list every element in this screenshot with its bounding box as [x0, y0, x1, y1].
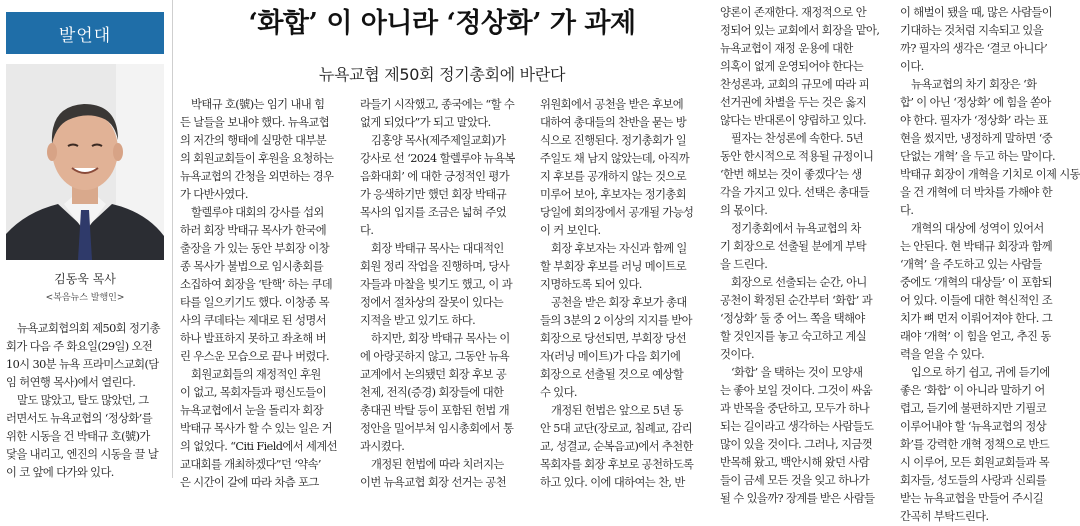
article-text-line: 뉴욕교협의 차기 회장은 ‘화: [911, 78, 1037, 91]
article-text-line: 은 시간이 갈에 따라 차츰 포그: [180, 476, 319, 489]
author-name: 김동욱 목사: [54, 272, 116, 286]
article-text-line: 양론이 존재한다. 재정적으로 안: [720, 6, 867, 19]
article-text-line: ‘개혁’ 을 주도하고 있는 사람들: [900, 258, 1042, 271]
article-text-line: 현을 썼지만, 냉정하게 말하면 ‘중: [900, 132, 1053, 145]
article-column-4: [540, 96, 704, 492]
article-text-line: 교, 성결교, 순복음교)에서 추천한: [540, 440, 693, 453]
article-text-line: 이 해벌이 됐을 때, 많은 사람들이: [900, 6, 1053, 19]
article-column-6: [900, 4, 1080, 526]
article-text-line: 다.: [360, 224, 374, 237]
article-text-line: 박태규 호(號)는 임기 내내 힘: [191, 98, 325, 111]
article-text-line: 반목해 왔고, 백안시해 왔던 사람: [720, 456, 870, 469]
article-text-line: 동안 한시적으로 적용될 규정이니: [720, 150, 874, 163]
article-text-line: 화’를 강력한 개혁 정책으로 반드: [900, 438, 1050, 451]
author-portrait: [6, 64, 164, 260]
article-text-line: 간곡히 부탁드린다.: [900, 510, 989, 523]
article-text-line: 김홍양 목사(제주제일교회)가: [371, 134, 506, 147]
article-text-line: 개혁의 대상에 성역이 있어서: [911, 222, 1044, 235]
article-text-line: 10시 30분 뉴욕 프라미스교회(담: [6, 358, 159, 371]
article-text-line: 정에서 절차상의 잘못이 있다는: [360, 296, 504, 309]
article-text-line: 에 아랑곳하지 않고, 그동안 뉴욕: [360, 350, 510, 363]
article-text-line: 하나 발표하지 못하고 좌초해 버: [180, 332, 327, 345]
article-text-line: 정기총회에서 뉴욕교협의 차: [731, 222, 861, 235]
article-text-line: 는 안된다. 현 박태규 회장과 함께: [900, 240, 1053, 253]
article-text-line: 의 없었다. “Citi Field에서 세계선: [180, 440, 337, 453]
article-text-line: 기 회장으로 선출될 분에게 부탁: [720, 240, 867, 253]
article-text-line: 미루어 보아, 후보자는 정기총회: [540, 188, 687, 201]
article-text-line: 임 허연행 목사)에서 열린다.: [6, 376, 136, 389]
article-text-line: 어 있다. 이들에 대한 혁신적인 조: [900, 294, 1053, 307]
article-text-line: 야 한다. 필자가 ‘정상화’ 라는 표: [900, 114, 1048, 127]
column-divider: [172, 0, 173, 478]
article-text-line: 과시켰다.: [360, 440, 405, 453]
headline: ‘화합’ 이 아니라 ‘정상화’ 가 과제: [248, 8, 636, 39]
article-text-line: 할 부회장 후보를 러닝 메이트로: [540, 260, 687, 273]
article-text-line: 될 수 있을까? 장계를 받은 사람들: [720, 492, 875, 505]
article-text-line: 뉴욕교협의 간청을 외면하는 경우: [180, 170, 334, 183]
article-text-line: 이 없고, 목회자들과 평신도들이: [180, 386, 327, 399]
article-text-line: 래야 ‘개혁’ 이 힘을 얻고, 추진 동: [900, 330, 1051, 343]
article-text-line: 라들기 시작했고, 종국에는 “할 수: [360, 98, 515, 111]
article-text-line: 지 후보를 공개하지 않는 것으로: [540, 170, 687, 183]
article-text-line: 않다는 반대론이 양립하고 있다.: [720, 114, 867, 127]
subheadline: 뉴욕교협 제50회 정기총회에 바란다: [318, 65, 566, 84]
article-text-line: 박태규 회장이 개혁을 기치로 이제 시동: [900, 168, 1080, 181]
article-text-line: 가 응색하기만 했던 회장 박태규: [360, 188, 507, 201]
article-text-line: 총대권 박탈 등이 포함된 헌법 개: [360, 404, 510, 417]
article-column-2: [180, 96, 344, 492]
article-text-line: 종 목사가 불법으로 임시총회를: [180, 260, 324, 273]
article-text-line: 소집하여 회장을 ‘탄핵’ 하는 쿠데: [180, 278, 333, 291]
article-text-line: 하러 회장 박태규 목사가 한국에: [180, 224, 327, 237]
article-text-line: 되는 길이라고 생각하는 사람들도: [720, 420, 874, 433]
article-text-line: 기대하는 것처럼 지속되고 있을: [900, 24, 1044, 37]
section-label: 발언대: [6, 12, 164, 54]
article-text-line: 합’ 이 아닌 ‘정상화’ 에 힘을 쏟아: [900, 96, 1051, 109]
article-text-line: 주일도 채 남지 않았는데, 아직까: [540, 152, 690, 165]
article-text-line: 들이 금세 모든 것을 잊고 하나가: [720, 474, 870, 487]
article-text-line: ‘한번 해보는 것이 좋겠다’는 생: [720, 168, 862, 181]
article-text-line: 까? 필자의 생각은 ‘결코 아니다’: [900, 42, 1048, 55]
article-text-line: 식으로 진행된다. 정기총회가 일: [540, 134, 687, 147]
article-text-line: 지명하도록 되어 있다.: [540, 278, 642, 291]
author-affiliation: <복음뉴스 발행인>: [45, 293, 125, 303]
article-text-line: 위한 시동을 건 박태규 호(號)가: [6, 430, 150, 443]
article-text-line: 린 우스운 모습으로 끝나 버렸다.: [180, 350, 330, 363]
article-text-line: 받는 뉴욕교협을 만들어 주시길: [900, 492, 1044, 505]
article-text-line: ‘정상화’ 둘 중 어느 쪽을 택해야: [720, 312, 865, 325]
article-text-line: 시 이루어, 모든 회원교회들과 목: [900, 456, 1050, 469]
article-text-line: 든 날들을 보내야 했다. 뉴욕교협: [180, 116, 330, 129]
article-text-line: 교계에서 논의됐던 회장 후보 공: [360, 368, 507, 381]
article-text-line: 을 드린다.: [720, 258, 768, 271]
article-text-line: 많이 있을 것이다. 그러나, 지금껏: [720, 438, 873, 451]
article-text-line: 개정된 헌법은 앞으로 5년 동: [551, 404, 683, 417]
article-text-line: 의혹이 없게 운영되어야 한다는: [720, 60, 864, 73]
article-text-line: 을 건 개혁에 더 박차를 가해야 한: [900, 186, 1053, 199]
article-text-line: 천제, 전직(증경) 회장들에 대한: [360, 386, 504, 399]
article-text-line: 의 저간의 행태에 실망한 대부분: [180, 134, 327, 147]
article-text-line: 입으로 하기 쉽고, 귀에 듣기에: [911, 366, 1050, 379]
article-text-line: 다.: [900, 204, 914, 217]
article-text-line: 회장 후보자는 자신과 함께 일: [551, 242, 687, 255]
article-text-line: 위원회에서 공천을 받은 후보에: [540, 98, 684, 111]
article-text-line: 이번 뉴욕교협 회장 선거는 공천: [360, 476, 507, 489]
article-text-line: 회자들, 성도들의 사랑과 신뢰를: [900, 474, 1047, 487]
article-text-line: 공천을 받은 회장 후보가 총대: [551, 296, 687, 309]
article-text-line: 정되어 있는 교회에서 회장을 맡아,: [720, 24, 880, 37]
article-text-line: 없게 되었다”가 되고 말았다.: [360, 116, 491, 129]
article-text-line: 할 것인지를 놓고 숙고하고 계실: [720, 330, 867, 343]
article-text-line: 말도 많았고, 탈도 많았던, 그: [17, 394, 149, 407]
article-text-line: 과 반목을 중단하고, 모두가 하나: [720, 402, 870, 415]
article-text-line: 이 커 보인다.: [540, 224, 601, 237]
article-text-line: 것이다.: [720, 348, 754, 361]
article-text-line: 수 있다.: [540, 386, 577, 399]
article-text-line: 의 회원교회들이 후원을 요청하는: [180, 152, 334, 165]
article-text-line: 는 좋아 보일 것이다. 그것이 싸움: [720, 384, 873, 397]
article-text-line: 출장을 가 있는 동안 부회장 이창: [180, 242, 330, 255]
article-text-line: 필자는 찬성론에 속한다. 5년: [731, 132, 863, 145]
article-text-line: 당일에 회의장에서 공개될 가능성: [540, 206, 694, 219]
article-text-line: 이다.: [900, 60, 924, 73]
article-text-line: ‘화합’ 을 택하는 것이 모양새: [731, 366, 863, 379]
article-text-line: 회가 다음 주 화요일(29일) 오전: [6, 340, 153, 353]
article-text-line: 뉴욕교협에서 눈을 돌리자 회장: [180, 404, 324, 417]
article-text-line: 회장으로 당선되면, 부회장 당선: [540, 332, 687, 345]
article-text-line: 치가 뼈 먼저 이뤄어져야 한다. 그: [900, 312, 1053, 325]
article-text-line: 의 몫이다.: [720, 204, 768, 217]
article-text-line: 타를 일으키기도 했다. 이창종 목: [180, 296, 330, 309]
article-text-line: 러면서도 뉴욕교협의 ‘정상화’를: [6, 412, 153, 425]
article-text-line: 목사의 입지를 조금은 넓혀 주었: [360, 206, 507, 219]
article-text-line: 회장으로 선출되는 순간, 아니: [731, 276, 867, 289]
article-column-1: [6, 320, 164, 482]
article-text-line: 뉴욕교회협의회 제50회 정기총: [17, 322, 160, 335]
article-text-line: 자들과 마찰을 빚기도 했고, 이 과: [360, 278, 513, 291]
article-text-line: 이루어내야 할 ‘뉴욕교협의 정상: [900, 420, 1047, 433]
article-text-line: 회원교회들의 재정적인 후원: [191, 368, 321, 381]
article-text-line: 사의 쿠데타는 제대로 된 성명서: [180, 314, 327, 327]
article-text-line: 렵고, 듣기에 불편하지만 기필코: [900, 402, 1047, 415]
article-text-line: 회장으로 선출될 것으로 예상할: [540, 368, 684, 381]
article-text-line: 회원 정리 작업을 진행하며, 당사: [360, 260, 510, 273]
article-text-line: 지적을 받고 있기도 하다.: [360, 314, 476, 327]
article-text-line: 공천이 확정된 순간부터 ‘화합’ 과: [720, 294, 873, 307]
article-text-line: 목회자를 회장 후보로 공천하도록: [540, 458, 694, 471]
article-text-line: 닻을 내리고, 엔진의 시동을 끌 날: [6, 448, 159, 461]
article-column-5: [720, 4, 884, 508]
article-text-line: 들의 3분의 2 이상의 지지를 받아: [540, 314, 692, 327]
article-text-line: 할렐루야 대회의 강사를 섭외: [191, 206, 324, 219]
article-text-line: 정안을 밀어부쳐 임시총회에서 통: [360, 422, 514, 435]
article-text-line: 개정된 헌법에 따라 치러지는: [371, 458, 504, 471]
article-text-line: 음화대회’ 에 대한 긍정적인 평가: [360, 170, 510, 183]
article-text-line: 회장 박태규 목사는 대대적인: [371, 242, 504, 255]
article-text-line: 박태규 목사가 할 수 있는 일은 거: [180, 422, 333, 435]
article-text-line: 각을 가지고 있다. 선택은 총대들: [720, 186, 870, 199]
article-text-line: 하고 있다. 이에 대하여는 찬, 반: [540, 476, 685, 489]
article-text-line: 하지만, 회장 박태규 목사는 이: [371, 332, 510, 345]
article-text-line: 찬성론과, 교회의 규모에 따라 피: [720, 78, 870, 91]
portrait-photo: [6, 64, 164, 260]
article-text-line: 안 5대 교단(장로교, 침례교, 감리: [540, 422, 693, 435]
article-text-line: 강사로 선 ‘2024 할렐루야 뉴욕복: [360, 152, 515, 165]
article-text-line: 선거권에 차별을 두는 것은 옳지: [720, 96, 867, 109]
article-text-line: 자(러닝 메이트)가 다음 회기에: [540, 350, 681, 363]
article-text-line: 이 코 앞에 다가와 있다.: [6, 466, 114, 479]
article-text-line: 가 다반사였다.: [180, 188, 248, 201]
article-text-line: 대하여 총대들의 찬반을 묻는 방: [540, 116, 687, 129]
article-text-line: 좋은 ‘화합’ 이 아니라 말하기 어: [900, 384, 1045, 397]
article-text-line: 단없는 개혁’ 을 두고 하는 말이다.: [900, 150, 1056, 163]
article-column-3: [360, 96, 524, 492]
article-text-line: 교대회를 개최하겠다”던 ‘약속’: [180, 458, 321, 471]
article-text-line: 중에도 ‘개혁의 대상들’ 이 포함되: [900, 276, 1053, 289]
article-text-line: 력을 얻을 수 있다.: [900, 348, 985, 361]
article-text-line: 뉴욕교협이 재정 운용에 대한: [720, 42, 853, 55]
